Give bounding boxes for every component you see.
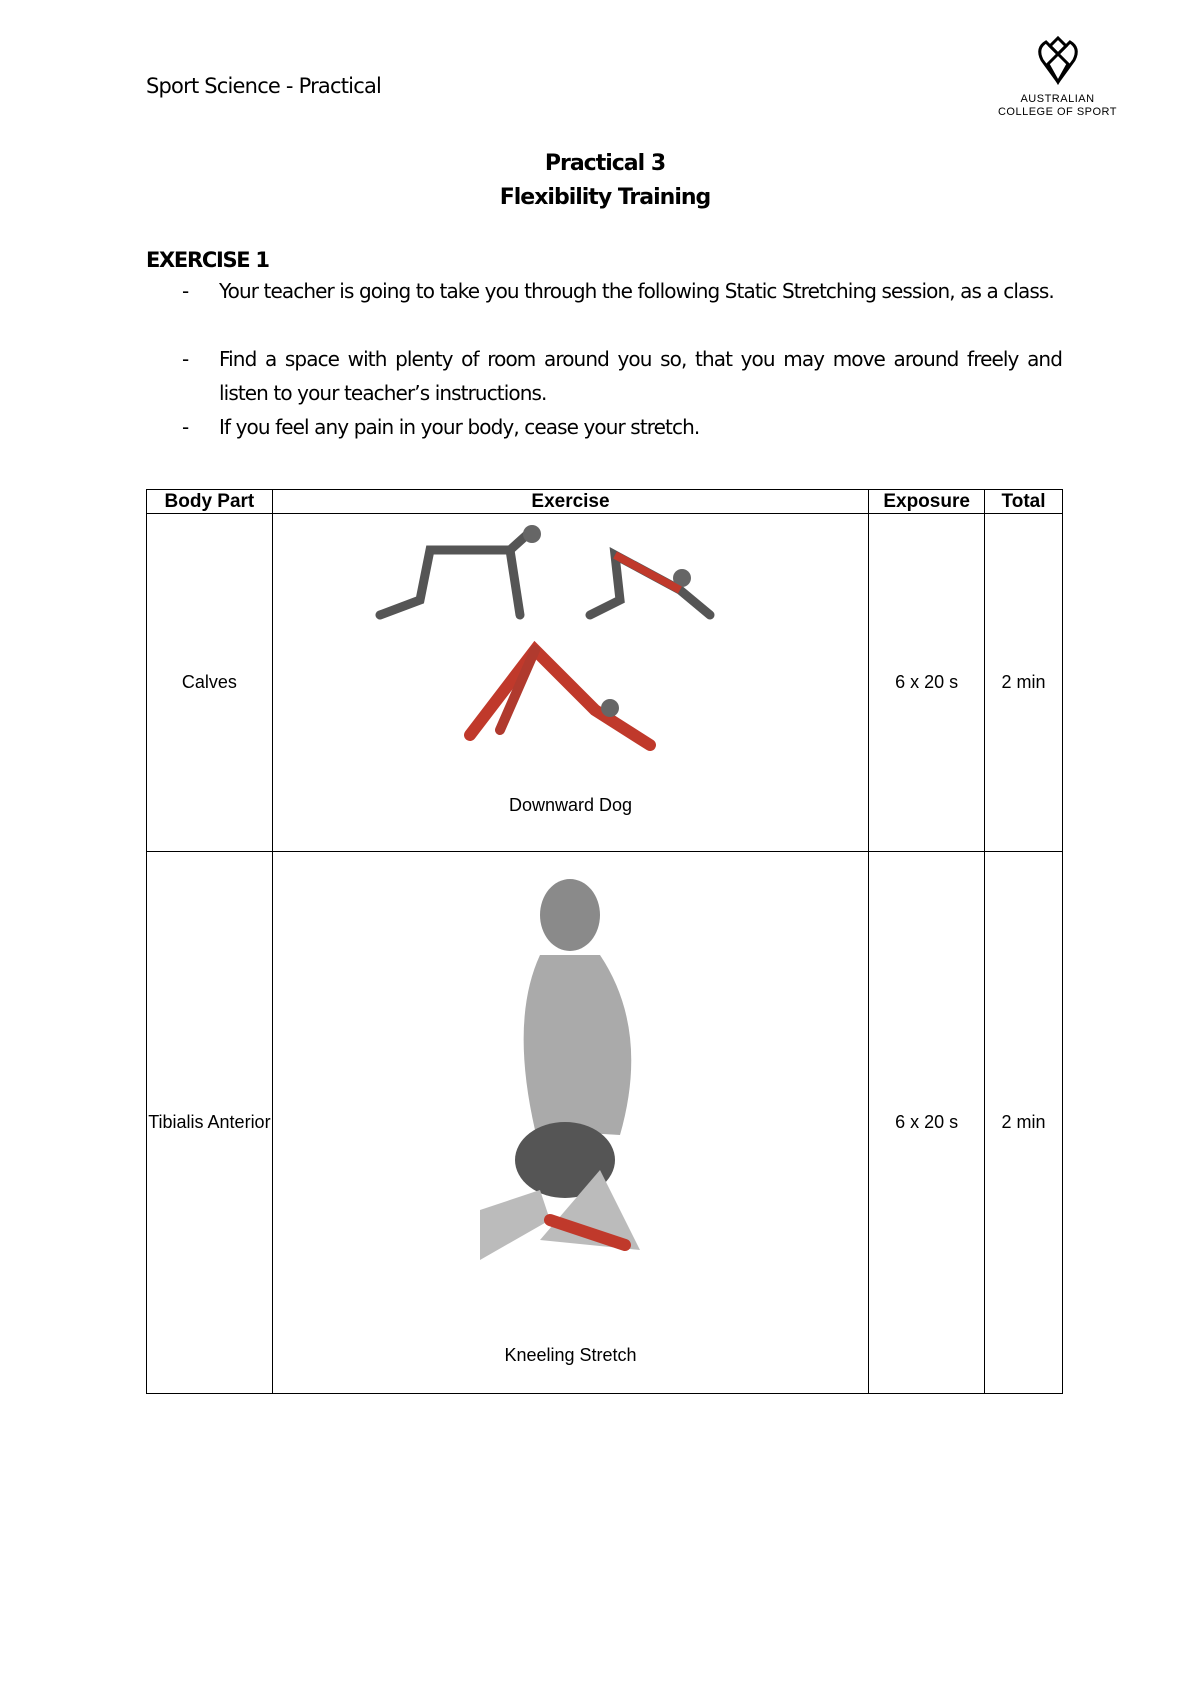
exposure-cell: 6 x 20 s [869,852,985,1394]
body-part-cell: Calves [147,514,273,852]
total-cell: 2 min [985,514,1063,852]
section-heading: EXERCISE 1 [146,248,269,272]
logo-text-line2: COLLEGE OF SPORT [997,106,1118,118]
logo-text-line1: AUSTRALIAN [1020,93,1095,105]
downward-dog-illustration [360,520,780,790]
bullet-text: Your teacher is going to take you through the following Static Stretching session, as a class. [219,279,1054,303]
exercise-caption: Downward Dog [508,795,633,815]
table-row [147,852,1063,1394]
exposure-cell: 6 x 20 s [869,514,985,852]
header-exposure: Exposure [869,490,985,514]
exercise-caption: Kneeling Stretch [504,1345,637,1365]
college-logo [990,34,1125,119]
total-cell: 2 min [985,852,1063,1394]
kneeling-stretch-illustration [450,870,690,1340]
bullet-marker: - [182,347,189,371]
bullet-item [182,342,1062,410]
table-row [147,514,1063,852]
doc-subtitle: Flexibility Training [499,185,711,210]
bullet-marker: - [182,415,189,439]
exercise-cell [272,514,868,852]
header-exercise: Exercise [272,490,868,514]
bullet-item [182,274,1062,308]
header-total: Total [985,490,1063,514]
logo-mark-icon [1034,34,1082,88]
table-header-row [147,490,1063,514]
header-body-part: Body Part [147,490,273,514]
exercise-cell [272,852,868,1394]
bullet-text: Find a space with plenty of room around you so, that you may move around freely and listen to your teacher’s instructions. [219,347,1062,405]
bullet-item [182,410,1062,444]
header-title: Sport Science - Practical [146,74,382,98]
exercise-table [146,489,1063,1394]
bullet-text: If you feel any pain in your body, cease your stretch. [219,415,700,439]
bullet-marker: - [182,279,189,303]
body-part-cell: Tibialis Anterior [147,852,273,1394]
doc-title: Practical 3 [544,151,666,176]
